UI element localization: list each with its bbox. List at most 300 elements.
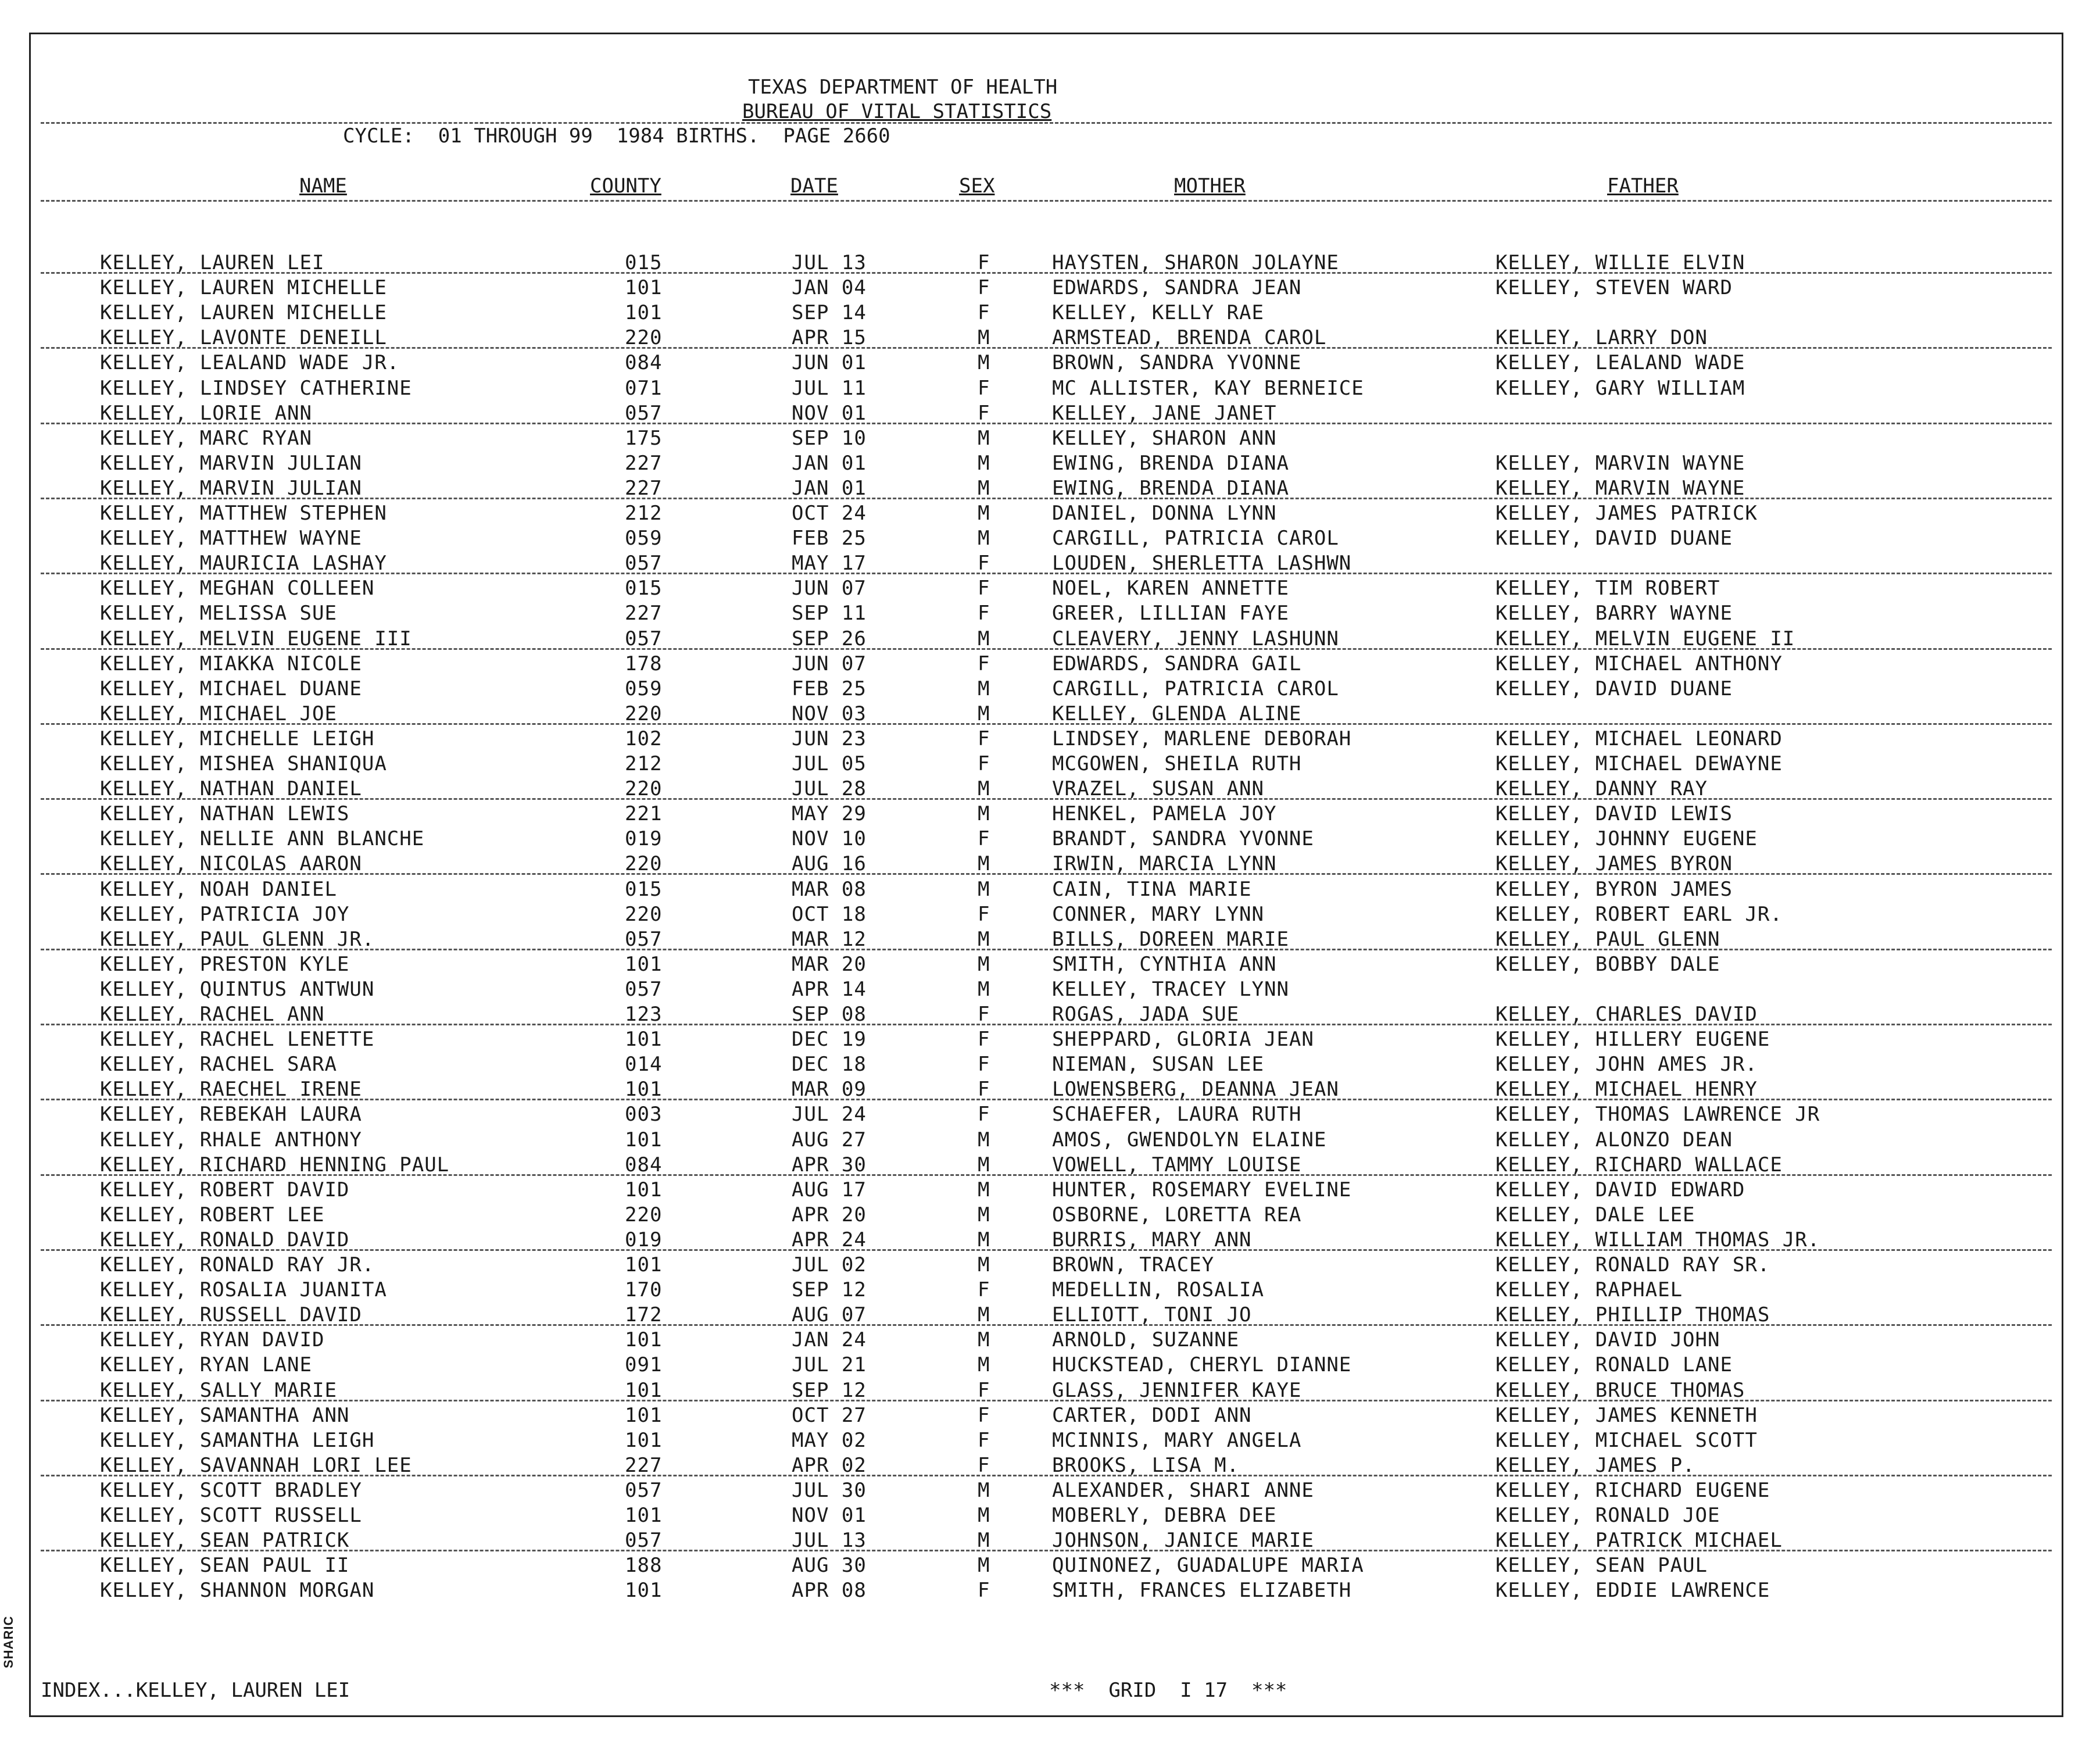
cell-name: KELLEY, SAMANTHA LEIGH (100, 1429, 375, 1452)
cell-name: KELLEY, ROBERT DAVID (100, 1178, 350, 1202)
row-rule (41, 1024, 2052, 1025)
cell-date: JUN 23 (792, 727, 867, 750)
row-rule (41, 1249, 2052, 1251)
cell-county: 015 (625, 878, 663, 901)
side-label: SHARIC (1, 1615, 16, 1668)
cell-date: MAR 12 (792, 928, 867, 951)
cell-name: KELLEY, NOAH DANIEL (100, 878, 337, 901)
cell-county: 057 (625, 627, 663, 650)
cell-father: KELLEY, BARRY WAYNE (1496, 602, 1733, 625)
cell-date: SEP 10 (792, 427, 867, 450)
cell-name: KELLEY, SCOTT RUSSELL (100, 1504, 362, 1527)
cell-father: KELLEY, EDDIE LAWRENCE (1496, 1579, 1770, 1602)
cell-sex: M (978, 1328, 990, 1351)
cell-sex: M (978, 1303, 990, 1326)
cell-county: 059 (625, 677, 663, 700)
cell-father: KELLEY, DALE LEE (1496, 1203, 1695, 1226)
cell-name: KELLEY, RACHEL SARA (100, 1053, 337, 1076)
cell-father: KELLEY, RONALD JOE (1496, 1504, 1720, 1527)
cell-name: KELLEY, SEAN PAUL II (100, 1554, 350, 1577)
cell-father: KELLEY, SEAN PAUL (1496, 1554, 1708, 1577)
cell-county: 101 (625, 1028, 663, 1051)
cell-date: APR 30 (792, 1153, 867, 1177)
cell-sex: F (978, 301, 990, 324)
cell-mother: EWING, BRENDA DIANA (1052, 477, 1289, 500)
cell-date: JUN 07 (792, 577, 867, 600)
cell-mother: BILLS, DOREEN MARIE (1052, 928, 1289, 951)
cell-mother: EDWARDS, SANDRA JEAN (1052, 276, 1302, 299)
row-rule (41, 873, 2052, 875)
cell-name: KELLEY, SHANNON MORGAN (100, 1579, 375, 1602)
row-rule (41, 648, 2052, 650)
cell-county: 227 (625, 602, 663, 625)
cell-name: KELLEY, MEGHAN COLLEEN (100, 577, 375, 600)
cell-mother: SCHAEFER, LAURA RUTH (1052, 1103, 1302, 1126)
cell-sex: M (978, 777, 990, 800)
cell-father: KELLEY, MICHAEL DEWAYNE (1496, 752, 1783, 775)
cell-county: 172 (625, 1303, 663, 1326)
cell-mother: CARTER, DODI ANN (1052, 1404, 1252, 1427)
cell-mother: BROWN, TRACEY (1052, 1253, 1215, 1276)
cell-sex: M (978, 427, 990, 450)
cell-sex: M (978, 677, 990, 700)
cell-father: KELLEY, JAMES PATRICK (1496, 502, 1758, 525)
cell-sex: F (978, 1003, 990, 1026)
cell-date: OCT 18 (792, 903, 867, 926)
cell-name: KELLEY, LEALAND WADE JR. (100, 351, 400, 374)
cell-father: KELLEY, RICHARD EUGENE (1496, 1479, 1770, 1502)
cell-name: KELLEY, NELLIE ANN BLANCHE (100, 827, 425, 850)
cell-mother: SMITH, CYNTHIA ANN (1052, 953, 1277, 976)
cell-date: AUG 27 (792, 1128, 867, 1152)
cell-mother: VOWELL, TAMMY LOUISE (1052, 1153, 1302, 1177)
cell-date: MAR 09 (792, 1078, 867, 1101)
cell-name: KELLEY, MELISSA SUE (100, 602, 337, 625)
cell-county: 014 (625, 1053, 663, 1076)
cell-sex: F (978, 1078, 990, 1101)
cell-father: KELLEY, GARY WILLIAM (1496, 377, 1745, 400)
cell-county: 212 (625, 752, 663, 775)
cell-name: KELLEY, PRESTON KYLE (100, 953, 350, 976)
cell-county: 019 (625, 827, 663, 850)
cell-name: KELLEY, RICHARD HENNING PAUL (100, 1153, 450, 1177)
cell-sex: F (978, 1429, 990, 1452)
cell-county: 101 (625, 1379, 663, 1402)
cell-father: KELLEY, MICHAEL HENRY (1496, 1078, 1758, 1101)
footer-grid: *** GRID I 17 *** (1049, 1679, 1287, 1702)
cell-date: MAR 08 (792, 878, 867, 901)
cell-date: JUL 11 (792, 377, 867, 400)
cell-sex: M (978, 1128, 990, 1152)
cell-name: KELLEY, RONALD DAVID (100, 1228, 350, 1251)
cell-date: SEP 12 (792, 1278, 867, 1301)
cell-father: KELLEY, PHILLIP THOMAS (1496, 1303, 1770, 1326)
cell-father: KELLEY, ALONZO DEAN (1496, 1128, 1733, 1152)
cell-mother: VRAZEL, SUSAN ANN (1052, 777, 1264, 800)
cell-father: KELLEY, ROBERT EARL JR. (1496, 903, 1783, 926)
cell-name: KELLEY, MATTHEW STEPHEN (100, 502, 387, 525)
cell-name: KELLEY, NICOLAS AARON (100, 852, 362, 875)
cell-name: KELLEY, QUINTUS ANTWUN (100, 978, 375, 1001)
cell-county: 057 (625, 402, 663, 425)
cell-county: 227 (625, 452, 663, 475)
cell-sex: M (978, 351, 990, 374)
cell-mother: JOHNSON, JANICE MARIE (1052, 1529, 1314, 1552)
cell-sex: F (978, 276, 990, 299)
cell-name: KELLEY, ROBERT LEE (100, 1203, 325, 1226)
cell-mother: CLEAVERY, JENNY LASHUNN (1052, 627, 1339, 650)
cell-date: JUL 13 (792, 251, 867, 274)
cell-father: KELLEY, THOMAS LAWRENCE JR (1496, 1103, 1820, 1126)
cell-mother: HENKEL, PAMELA JOY (1052, 802, 1277, 825)
cell-name: KELLEY, LAUREN MICHELLE (100, 276, 387, 299)
cell-date: NOV 01 (792, 1504, 867, 1527)
cell-sex: M (978, 502, 990, 525)
cell-sex: F (978, 827, 990, 850)
col-header-name: NAME (299, 174, 347, 198)
cell-name: KELLEY, MICHAEL DUANE (100, 677, 362, 700)
cell-date: APR 15 (792, 326, 867, 349)
cell-father: KELLEY, MICHAEL ANTHONY (1496, 652, 1783, 675)
cell-mother: LOWENSBERG, DEANNA JEAN (1052, 1078, 1339, 1101)
cell-name: KELLEY, RACHEL ANN (100, 1003, 325, 1026)
row-rule (41, 1475, 2052, 1476)
cell-sex: M (978, 1153, 990, 1177)
cell-date: JUL 30 (792, 1479, 867, 1502)
cell-date: AUG 30 (792, 1554, 867, 1577)
cell-father: KELLEY, DANNY RAY (1496, 777, 1708, 800)
cell-county: 220 (625, 777, 663, 800)
cell-date: AUG 17 (792, 1178, 867, 1202)
cell-date: JAN 01 (792, 477, 867, 500)
cell-father: KELLEY, RICHARD WALLACE (1496, 1153, 1783, 1177)
cell-county: 101 (625, 1579, 663, 1602)
row-rule (41, 498, 2052, 499)
cell-name: KELLEY, SCOTT BRADLEY (100, 1479, 362, 1502)
cell-mother: KELLEY, JANE JANET (1052, 402, 1277, 425)
cell-date: MAY 29 (792, 802, 867, 825)
cell-name: KELLEY, MARC RYAN (100, 427, 312, 450)
cell-county: 101 (625, 1253, 663, 1276)
cell-county: 057 (625, 1529, 663, 1552)
cell-county: 003 (625, 1103, 663, 1126)
cell-sex: M (978, 477, 990, 500)
cell-sex: M (978, 1228, 990, 1251)
cell-county: 220 (625, 852, 663, 875)
cell-name: KELLEY, ROSALIA JUANITA (100, 1278, 387, 1301)
cell-sex: M (978, 802, 990, 825)
cell-mother: ARMSTEAD, BRENDA CAROL (1052, 326, 1327, 349)
cell-sex: F (978, 1278, 990, 1301)
cell-name: KELLEY, MARVIN JULIAN (100, 477, 362, 500)
cell-sex: F (978, 727, 990, 750)
cell-name: KELLEY, PAUL GLENN JR. (100, 928, 375, 951)
row-rule (41, 573, 2052, 574)
cell-father: KELLEY, RONALD RAY SR. (1496, 1253, 1770, 1276)
cell-sex: M (978, 978, 990, 1001)
cell-date: APR 20 (792, 1203, 867, 1226)
cell-county: 101 (625, 1404, 663, 1427)
cell-sex: M (978, 928, 990, 951)
cell-county: 101 (625, 1128, 663, 1152)
cell-name: KELLEY, LAVONTE DENEILL (100, 326, 387, 349)
cell-county: 220 (625, 1203, 663, 1226)
cell-father: KELLEY, DAVID JOHN (1496, 1328, 1720, 1351)
cell-name: KELLEY, MAURICIA LASHAY (100, 552, 387, 575)
row-rule (41, 723, 2052, 725)
row-rule (41, 1174, 2052, 1176)
cell-county: 084 (625, 351, 663, 374)
cell-date: SEP 26 (792, 627, 867, 650)
cell-county: 221 (625, 802, 663, 825)
cell-mother: MCINNIS, MARY ANGELA (1052, 1429, 1302, 1452)
cell-county: 071 (625, 377, 663, 400)
cell-sex: M (978, 452, 990, 475)
cell-date: MAY 02 (792, 1429, 867, 1452)
cell-date: AUG 16 (792, 852, 867, 875)
cell-name: KELLEY, RYAN DAVID (100, 1328, 325, 1351)
cell-mother: MCGOWEN, SHEILA RUTH (1052, 752, 1302, 775)
cell-sex: M (978, 1178, 990, 1202)
cell-county: 015 (625, 251, 663, 274)
cell-father: KELLEY, DAVID EDWARD (1496, 1178, 1745, 1202)
col-header-father: FATHER (1607, 174, 1679, 198)
cell-mother: KELLEY, GLENDA ALINE (1052, 702, 1302, 725)
cell-sex: M (978, 326, 990, 349)
cell-county: 091 (625, 1353, 663, 1376)
cell-mother: EDWARDS, SANDRA GAIL (1052, 652, 1302, 675)
cell-father: KELLEY, LARRY DON (1496, 326, 1708, 349)
cell-date: NOV 10 (792, 827, 867, 850)
cell-name: KELLEY, LINDSEY CATHERINE (100, 377, 412, 400)
cell-father: KELLEY, JAMES KENNETH (1496, 1404, 1758, 1427)
cell-mother: MEDELLIN, ROSALIA (1052, 1278, 1264, 1301)
cell-county: 057 (625, 1479, 663, 1502)
cell-date: JUL 02 (792, 1253, 867, 1276)
cell-mother: CONNER, MARY LYNN (1052, 903, 1264, 926)
cell-name: KELLEY, NATHAN DANIEL (100, 777, 362, 800)
cell-sex: M (978, 627, 990, 650)
row-rule (41, 949, 2052, 950)
cell-mother: QUINONEZ, GUADALUPE MARIA (1052, 1554, 1364, 1577)
cell-sex: F (978, 1103, 990, 1126)
cell-county: 101 (625, 1078, 663, 1101)
cell-name: KELLEY, RACHEL LENETTE (100, 1028, 375, 1051)
cell-mother: CARGILL, PATRICIA CAROL (1052, 527, 1339, 550)
cell-name: KELLEY, MARVIN JULIAN (100, 452, 362, 475)
cell-mother: MC ALLISTER, KAY BERNEICE (1052, 377, 1364, 400)
cell-name: KELLEY, RYAN LANE (100, 1353, 312, 1376)
cell-name: KELLEY, MICHELLE LEIGH (100, 727, 375, 750)
cell-county: 102 (625, 727, 663, 750)
cell-father: KELLEY, BRUCE THOMAS (1496, 1379, 1745, 1402)
cell-mother: ARNOLD, SUZANNE (1052, 1328, 1240, 1351)
cell-name: KELLEY, MICHAEL JOE (100, 702, 337, 725)
cell-father: KELLEY, MICHAEL LEONARD (1496, 727, 1783, 750)
cell-date: SEP 11 (792, 602, 867, 625)
cell-name: KELLEY, RONALD RAY JR. (100, 1253, 375, 1276)
cell-name: KELLEY, MIAKKA NICOLE (100, 652, 362, 675)
cell-date: JAN 01 (792, 452, 867, 475)
cell-mother: OSBORNE, LORETTA REA (1052, 1203, 1302, 1226)
cell-sex: M (978, 1504, 990, 1527)
cell-sex: M (978, 1479, 990, 1502)
cell-county: 227 (625, 1454, 663, 1477)
cell-mother: HUNTER, ROSEMARY EVELINE (1052, 1178, 1352, 1202)
cell-name: KELLEY, MELVIN EUGENE III (100, 627, 412, 650)
cell-name: KELLEY, LAUREN LEI (100, 251, 325, 274)
cell-name: KELLEY, LORIE ANN (100, 402, 312, 425)
cell-mother: ELLIOTT, TONI JO (1052, 1303, 1252, 1326)
cell-name: KELLEY, MISHEA SHANIQUA (100, 752, 387, 775)
cell-sex: F (978, 1053, 990, 1076)
cell-mother: LOUDEN, SHERLETTA LASHWN (1052, 552, 1352, 575)
cell-father: KELLEY, PATRICK MICHAEL (1496, 1529, 1783, 1552)
row-rule (41, 347, 2052, 349)
cell-sex: M (978, 1554, 990, 1577)
cell-date: JAN 04 (792, 276, 867, 299)
cell-county: 101 (625, 1328, 663, 1351)
row-rule (41, 423, 2052, 424)
cell-sex: F (978, 903, 990, 926)
cell-name: KELLEY, MATTHEW WAYNE (100, 527, 362, 550)
cell-date: DEC 18 (792, 1053, 867, 1076)
row-rule (41, 1400, 2052, 1401)
cell-mother: BROWN, SANDRA YVONNE (1052, 351, 1302, 374)
row-rule (41, 272, 2052, 274)
cell-county: 123 (625, 1003, 663, 1026)
cell-date: FEB 25 (792, 677, 867, 700)
cell-mother: NIEMAN, SUSAN LEE (1052, 1053, 1264, 1076)
cell-date: NOV 01 (792, 402, 867, 425)
cell-mother: CARGILL, PATRICIA CAROL (1052, 677, 1339, 700)
cell-date: JUL 05 (792, 752, 867, 775)
cell-sex: M (978, 852, 990, 875)
cell-county: 019 (625, 1228, 663, 1251)
cell-date: SEP 08 (792, 1003, 867, 1026)
cell-county: 212 (625, 502, 663, 525)
cell-date: APR 14 (792, 978, 867, 1001)
cell-name: KELLEY, NATHAN LEWIS (100, 802, 350, 825)
cell-sex: F (978, 402, 990, 425)
cell-date: OCT 24 (792, 502, 867, 525)
cell-name: KELLEY, SAMANTHA ANN (100, 1404, 350, 1427)
cell-county: 059 (625, 527, 663, 550)
cell-father: KELLEY, MICHAEL SCOTT (1496, 1429, 1758, 1452)
col-header-sex: SEX (959, 174, 995, 198)
cell-date: NOV 03 (792, 702, 867, 725)
cell-mother: SHEPPARD, GLORIA JEAN (1052, 1028, 1314, 1051)
cell-county: 188 (625, 1554, 663, 1577)
cell-father: KELLEY, RAPHAEL (1496, 1278, 1683, 1301)
cell-date: FEB 25 (792, 527, 867, 550)
cell-name: KELLEY, RAECHEL IRENE (100, 1078, 362, 1101)
cell-mother: ALEXANDER, SHARI ANNE (1052, 1479, 1314, 1502)
row-rule (41, 798, 2052, 800)
cell-mother: AMOS, GWENDOLYN ELAINE (1052, 1128, 1327, 1152)
cell-sex: F (978, 1579, 990, 1602)
cell-county: 084 (625, 1153, 663, 1177)
cell-mother: HAYSTEN, SHARON JOLAYNE (1052, 251, 1339, 274)
cell-county: 220 (625, 702, 663, 725)
row-rule (41, 1099, 2052, 1100)
cell-name: KELLEY, REBEKAH LAURA (100, 1103, 362, 1126)
cell-father: KELLEY, JOHNNY EUGENE (1496, 827, 1758, 850)
cell-father: KELLEY, DAVID DUANE (1496, 677, 1733, 700)
col-header-date: DATE (790, 174, 838, 198)
cell-date: JUN 01 (792, 351, 867, 374)
cell-county: 220 (625, 326, 663, 349)
cell-sex: M (978, 1253, 990, 1276)
cell-date: APR 24 (792, 1228, 867, 1251)
cell-county: 101 (625, 1178, 663, 1202)
cell-date: JAN 24 (792, 1328, 867, 1351)
cell-mother: GLASS, JENNIFER KAYE (1052, 1379, 1302, 1402)
cell-date: SEP 14 (792, 301, 867, 324)
cell-father: KELLEY, MARVIN WAYNE (1496, 477, 1745, 500)
cell-father: KELLEY, MELVIN EUGENE II (1496, 627, 1795, 650)
cell-date: OCT 27 (792, 1404, 867, 1427)
cell-sex: F (978, 251, 990, 274)
cell-mother: IRWIN, MARCIA LYNN (1052, 852, 1277, 875)
cell-county: 170 (625, 1278, 663, 1301)
col-header-county: COUNTY (590, 174, 661, 198)
cell-sex: F (978, 1404, 990, 1427)
header-rule (41, 122, 2052, 124)
row-rule (41, 1550, 2052, 1551)
cell-sex: M (978, 1203, 990, 1226)
cell-sex: F (978, 602, 990, 625)
footer-index: INDEX...KELLEY, LAUREN LEI (41, 1679, 350, 1702)
cell-county: 101 (625, 953, 663, 976)
cell-date: AUG 07 (792, 1303, 867, 1326)
cell-county: 057 (625, 928, 663, 951)
cell-father: KELLEY, STEVEN WARD (1496, 276, 1733, 299)
cell-mother: DANIEL, DONNA LYNN (1052, 502, 1277, 525)
cell-mother: SMITH, FRANCES ELIZABETH (1052, 1579, 1352, 1602)
cell-mother: EWING, BRENDA DIANA (1052, 452, 1289, 475)
cell-date: APR 08 (792, 1579, 867, 1602)
cell-father: KELLEY, JAMES BYRON (1496, 852, 1733, 875)
cell-date: MAR 20 (792, 953, 867, 976)
cell-father: KELLEY, BOBBY DALE (1496, 953, 1720, 976)
cell-father: KELLEY, CHARLES DAVID (1496, 1003, 1758, 1026)
cell-sex: F (978, 752, 990, 775)
cell-name: KELLEY, SALLY MARIE (100, 1379, 337, 1402)
cell-sex: M (978, 702, 990, 725)
cell-date: JUL 21 (792, 1353, 867, 1376)
cell-date: DEC 19 (792, 1028, 867, 1051)
cell-county: 101 (625, 276, 663, 299)
cell-father: KELLEY, MARVIN WAYNE (1496, 452, 1745, 475)
cell-father: KELLEY, JOHN AMES JR. (1496, 1053, 1758, 1076)
cell-date: JUL 24 (792, 1103, 867, 1126)
cell-mother: KELLEY, KELLY RAE (1052, 301, 1264, 324)
cell-sex: F (978, 1028, 990, 1051)
cell-father: KELLEY, PAUL GLENN (1496, 928, 1720, 951)
cell-mother: LINDSEY, MARLENE DEBORAH (1052, 727, 1352, 750)
cell-name: KELLEY, RHALE ANTHONY (100, 1128, 362, 1152)
cell-date: APR 02 (792, 1454, 867, 1477)
cell-date: SEP 12 (792, 1379, 867, 1402)
cell-county: 220 (625, 903, 663, 926)
cycle-line: CYCLE: 01 THROUGH 99 1984 BIRTHS. PAGE 2660 (343, 124, 890, 148)
cell-father: KELLEY, HILLERY EUGENE (1496, 1028, 1770, 1051)
cell-sex: F (978, 552, 990, 575)
cell-sex: F (978, 652, 990, 675)
cell-county: 057 (625, 552, 663, 575)
cell-sex: F (978, 1379, 990, 1402)
